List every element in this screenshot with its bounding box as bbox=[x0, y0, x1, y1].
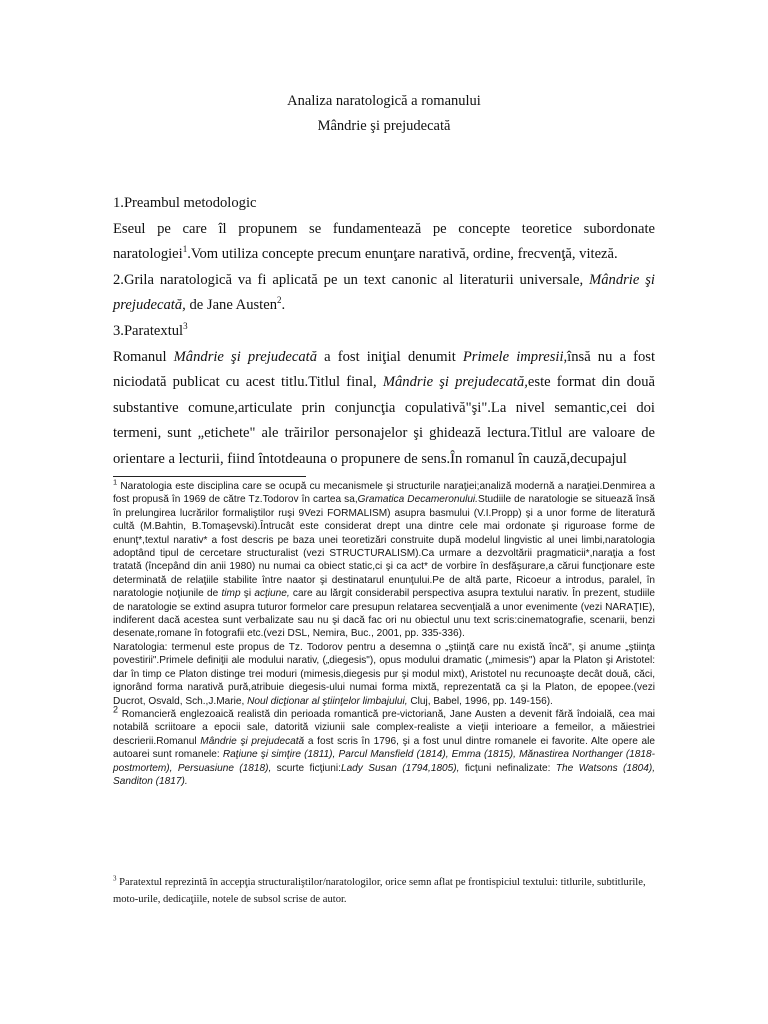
section-1-paragraph bbox=[113, 217, 655, 268]
fn2-text-c: scurte ficţiuni: bbox=[271, 762, 341, 774]
main-text bbox=[113, 191, 655, 473]
s3-text-b: a fost iniţial denumit bbox=[317, 348, 463, 365]
fn2-unfinished: The Watsons (1804), Sanditon (1817). bbox=[113, 762, 656, 787]
fn1-book-title: Gramatica Decameronului. bbox=[357, 494, 478, 506]
footnote-3 bbox=[113, 875, 655, 908]
fn1-text-d: care au lărgit considerabil perspectiva asupra textului narativ. În prezent, studiile de naratologie se extind asupra tuturor formelor care presupun relatarea secvenţială a unor evenimente (vezi NARAŢIE), indiferent dacă acestea sunt verbalizate sau nu şi dacă fac ori nu obiectul unu text scris:cinematografie, scenarii, benzi desenate,romane în fotografii etc.(vezi DSL, Nemira, Buc., 2001, pp. 335-336). bbox=[113, 588, 655, 640]
fn1-text-b: Studiile de naratologie se situează însă în prelungirea lucrărilor formaliştilor ruşi 9Vezi FORMALISM) asupra basmului (V.I.Propp) şi a unor forme de literatură cultă (M.Bahtin, B.Tomaşevski).Întrucât este considerat drept una dintre cele mai ordonate şi riguroase forme de enunţ*,textul narativ* a fost descris pe baza unei teoretizări construite după modelul lingvistic al unei limbi,naratologia adoptând tipul de cercetare structuralist (vezi STRUCTURALISM).Ca urmare a dezvoltării pragmaticii*,naraţia a fost tratată (începând din anii 1980) nu numai ca obiect static,ci şi ca act* de vorbire în desfăşurare,a cărui funcţionare este determinată de relaţiile stabilite între naator şi destinatarul enunţului.Pe de altă parte, Ricoeur a introdus, paralel, în naratologie noţiunile de bbox=[113, 494, 655, 600]
fn1b-book-title: Noul dicţionar al ştiinţelor limbajului, bbox=[247, 695, 408, 707]
section-3-heading bbox=[113, 319, 655, 345]
footnote-1-continued bbox=[113, 641, 655, 708]
footnote-1 bbox=[113, 477, 655, 641]
fn1b-text-a: Naratologia: termenul este propus de Tz. Todorov pentru a desemna o „ştiinţă care nu există încă", şi anume „ştiinţa povestirii".Primele definiţii ale modului narativ, („diegesis"), opus modului dramatic („mimesis") apar la Platon şi Aristotel: dar în timp ce Platon distinge trei moduri (mimesis,diegesis pur şi modul mixt), Aristotel nu recunoaşte decât două, căci, ignorând forma narativă pură,atribuie diegesis-ului numai forma mixtă, reprezentată ca şi la Platon, de epopee.(vezi Ducrot, Osvald, Sch.,J.Marie, bbox=[113, 641, 655, 707]
fn1b-text-b: Cluj, Babel, 1996, pp. 149-156). bbox=[407, 695, 553, 707]
footnote-2 bbox=[113, 704, 656, 788]
footnotes bbox=[113, 477, 656, 788]
s2-text-c: . bbox=[281, 297, 286, 314]
fn2-text-b: a fost scris în 1796, şi a fost unul dintre romanele ei favorite. Alte opere ale autoarei sunt romanele: bbox=[113, 735, 655, 761]
footnote-2-number: 2 bbox=[113, 704, 119, 715]
footnote-ref-2: 2 bbox=[277, 295, 282, 306]
section-3-paragraph bbox=[113, 345, 655, 473]
s3-title-3: Mândrie şi prejudecată, bbox=[382, 374, 528, 391]
s2-book-title: Mândrie şi prejudecată, bbox=[113, 271, 655, 314]
fn1-term-1: timp bbox=[221, 588, 241, 600]
s3-title-1: Mândrie şi prejudecată bbox=[173, 348, 318, 365]
s1-text-a: Eseul pe care îl propunem se fundamentează pe concepte teoretice subordonate naratologiei bbox=[113, 220, 655, 263]
s3-heading-text: 3.Paratextul bbox=[113, 322, 184, 339]
s3-title-2: Primele impresii bbox=[462, 348, 564, 365]
section-1-heading: 1.Preambul metodologic bbox=[113, 195, 257, 211]
fn1-term-2: acţiune, bbox=[254, 588, 290, 600]
footnote-ref-1: 1 bbox=[182, 244, 188, 255]
footnote-separator bbox=[113, 476, 306, 477]
s1-text-b: .Vom utiliza concepte precum enunţare narativă, ordine, frecvenţă, viteză. bbox=[187, 246, 618, 263]
s3-text-d: este format din două substantive comune,articulate prin conjuncţia copulativă"şi".La nivel semantic,cei doi termeni, sunt „etichete" ale trăirilor personajelor şi ghidează lectura.Titlul are valoare de orientare a lecturii, fiind întotdeauna o propunere de sens.În romanul în cauză,decupajul bbox=[113, 374, 655, 467]
document-title bbox=[0, 89, 768, 139]
title-line-2: Mândrie şi prejudecată bbox=[317, 118, 451, 134]
section-2-paragraph bbox=[113, 268, 655, 319]
s3-text-c: ,însă nu a fost niciodată publicat cu acest titlu.Titlul final, bbox=[113, 348, 655, 391]
fn1-text-a: Naratologia este disciplina care se ocupă cu mecanismele şi structurile naraţiei;analiză modernă a naraţiei.Denmirea a fost propusă în 1969 de către Tz.Todorov în cartea sa, bbox=[113, 481, 655, 506]
s2-text-b: de Jane Austen bbox=[185, 297, 278, 314]
footnote-ref-3: 3 bbox=[183, 321, 188, 332]
fn3-text: Paratextul reprezintă în accepţia structuraliştilor/naratologilor, orice semn aflat pe frontispiciul textului: titlurile, subtitlurile, moto-urile, dedicaţiile, notele de subsol scrise de autor. bbox=[113, 877, 646, 905]
fn2-short-fiction: Lady Susan (1794,1805), bbox=[340, 762, 460, 774]
s2-text-a: 2.Grila naratologică va fi aplicată pe un text canonic al literaturii universale, bbox=[113, 271, 590, 288]
fn2-works-list: Raţiune şi simţire (1811), Parcul Mansfield (1814), Emma (1815), Mănastirea Northanger (1818-postmortem), Persuasiune (1818), bbox=[113, 749, 655, 774]
footnote-3-number: 3 bbox=[113, 874, 117, 883]
fn2-title-1: Mândrie şi prejudecată bbox=[200, 735, 305, 747]
fn2-text-a: Romancieră englezoaică realistă din perioada romantică pre-victoriană, Jane Austen a devenit fără îndoială, cea mai notabilă scriitoare a epocii sale, datorită viziunii sale complex-realiste a vieţii interioare a femeilor, a măiestriei descrierii.Romanul bbox=[113, 708, 655, 747]
s3-text-a: Romanul bbox=[113, 348, 174, 365]
fn1-text-c: şi bbox=[240, 588, 255, 600]
fn2-text-d: ficţuni nefinalizate: bbox=[459, 762, 556, 774]
footnote-1-number: 1 bbox=[113, 477, 118, 487]
title-line-1: Analiza naratologică a romanului bbox=[287, 93, 481, 109]
